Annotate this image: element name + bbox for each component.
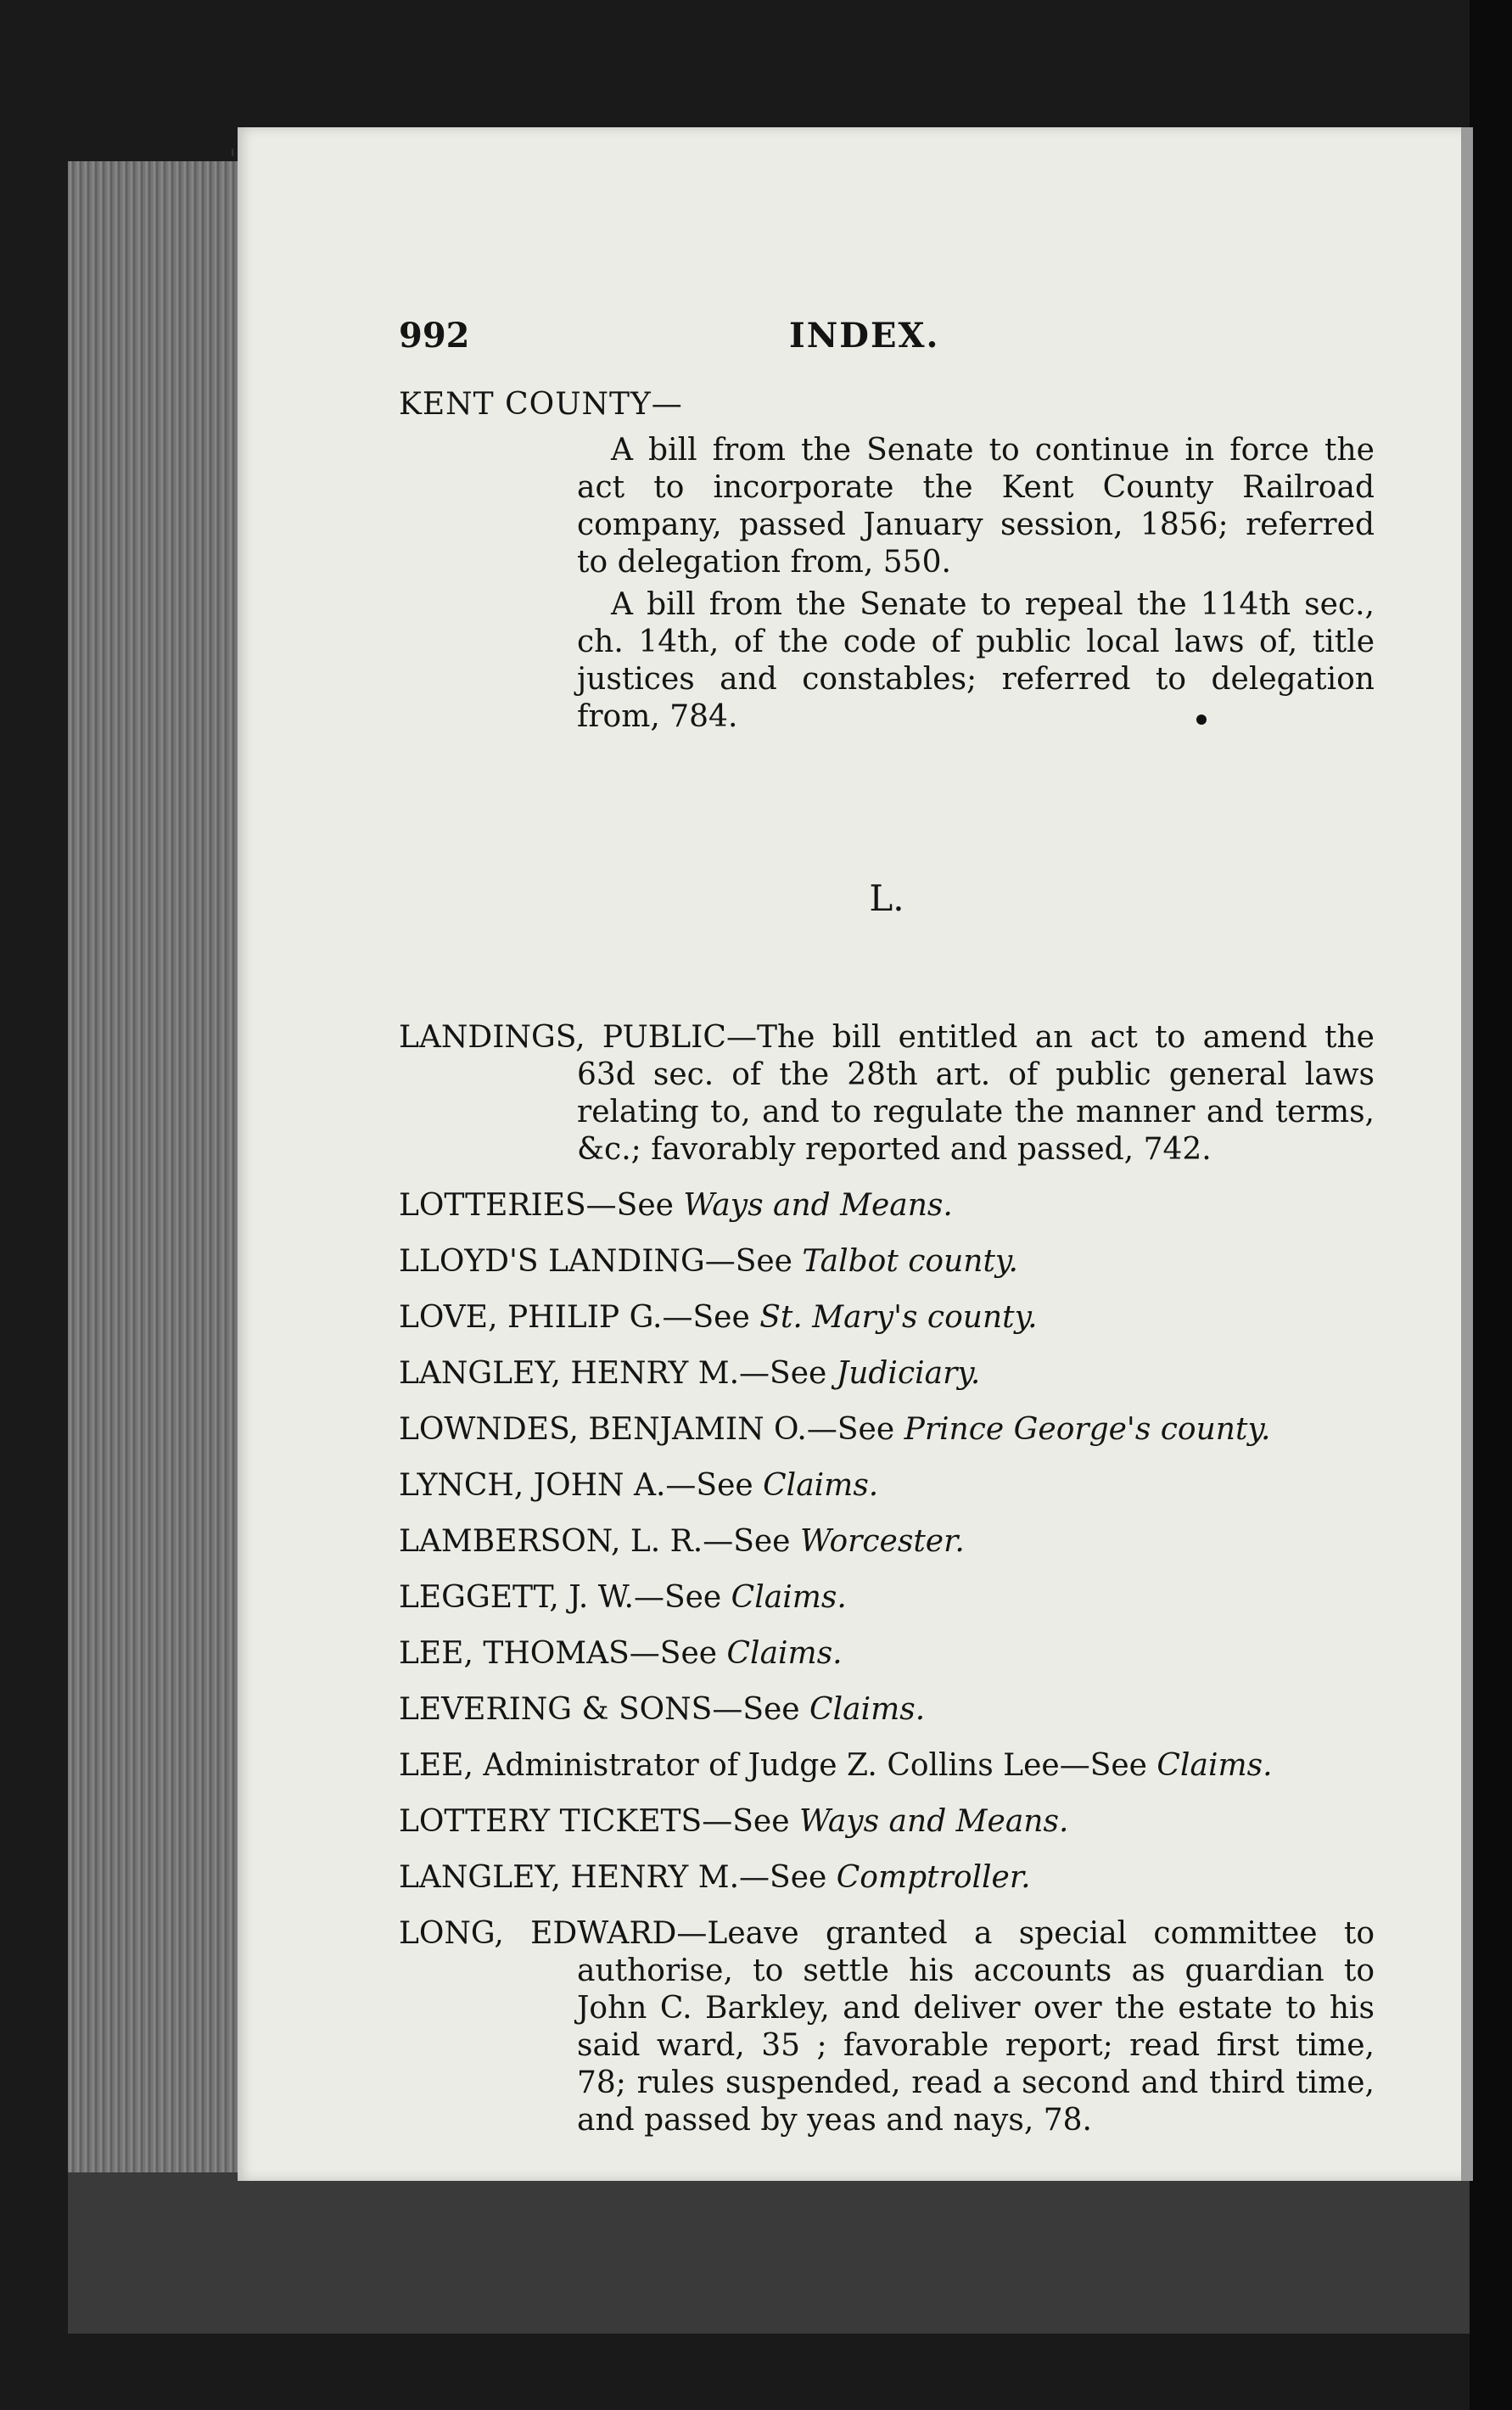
entry-see-reference: Claims. — [763, 1468, 879, 1503]
entry-separator: —See — [703, 1524, 800, 1559]
entry-heading: LANGLEY, HENRY M. — [399, 1860, 740, 1895]
entry-separator: —See — [702, 1804, 799, 1839]
index-entry — [399, 1467, 1375, 1505]
entry-separator: —See — [585, 1188, 684, 1223]
index-entry — [399, 1747, 1375, 1785]
entry-separator: —See — [629, 1636, 727, 1671]
entry-separator: —See — [665, 1468, 764, 1503]
entry-heading: LLOYD'S LANDING — [399, 1244, 705, 1279]
index-entry — [399, 1299, 1375, 1337]
entry-heading: LEE, Administrator of Judge Z. Collins Lee — [399, 1748, 1060, 1783]
entry-heading: LEE, THOMAS — [399, 1636, 630, 1671]
entry-separator: —See — [739, 1356, 837, 1391]
index-entries — [399, 1019, 1375, 2139]
entry-heading: LEGGETT, J. W. — [399, 1580, 634, 1615]
entry-text: The bill entitled an act to amend the 63d sec. of the 28th art. of public general laws relating to, and to regulate the manner and terms, &c.; favorably reported and passed, 742. — [577, 1020, 1375, 1167]
entry-separator: —See — [633, 1580, 731, 1615]
entry-separator: —See — [704, 1244, 803, 1279]
entry-heading: LEVERING & SONS — [399, 1692, 713, 1727]
entry-heading: LAMBERSON, L. R. — [399, 1524, 703, 1559]
entry-see-reference: Comptroller. — [836, 1860, 1031, 1895]
index-entry — [399, 1523, 1375, 1561]
entry-see-reference: Ways and Means. — [798, 1804, 1069, 1839]
index-entry — [399, 1187, 1375, 1225]
entry-text: Leave granted a special committee to authorise, to settle his accounts as guardian to John C. Barkley, and deliver over the estate to his said ward, 35 ; favorable report; read first time, 78; rules suspended, read a second and third time, and passed by yeas and nays, 78. — [577, 1916, 1375, 2138]
entry-separator: —See — [806, 1412, 904, 1447]
kent-county-paragraph: A bill from the Senate to continue in force the act to incorporate the Kent County Railroad company, passed January session, 1856; referred to delegation from, 550. — [577, 433, 1375, 580]
entry-heading: LYNCH, JOHN A. — [399, 1468, 666, 1503]
entry-heading: LOTTERIES — [399, 1188, 586, 1223]
book-bottom-shadow — [68, 2172, 1476, 2334]
entry-heading: LONG, EDWARD — [399, 1916, 677, 1951]
index-entry — [399, 1579, 1375, 1617]
running-title: INDEX. — [789, 316, 940, 356]
stray-mark: ' — [229, 144, 237, 174]
entry-see-reference: Prince George's county. — [904, 1412, 1271, 1447]
entry-separator: —See — [662, 1300, 760, 1335]
entry-see-reference: Judiciary. — [836, 1356, 981, 1391]
index-entry — [399, 1803, 1375, 1841]
index-entry — [399, 1691, 1375, 1729]
entry-separator: —See — [1059, 1748, 1157, 1783]
index-entry — [399, 1411, 1375, 1449]
scan-border-strip — [1470, 0, 1512, 2410]
entry-see-reference: Claims. — [726, 1636, 843, 1671]
letter-heading: L. — [869, 877, 904, 919]
index-entry — [399, 1019, 1375, 1169]
entry-heading: LOWNDES, BENJAMIN O. — [399, 1412, 807, 1447]
entry-separator: — — [676, 1916, 708, 1951]
entry-see-reference: Talbot county. — [802, 1244, 1018, 1279]
index-entry — [399, 1243, 1375, 1281]
entry-heading: LANGLEY, HENRY M. — [399, 1356, 740, 1391]
entry-heading: LANDINGS, PUBLIC — [399, 1020, 726, 1055]
entry-see-reference: St. Mary's county. — [759, 1300, 1038, 1335]
book-page-edges — [68, 161, 246, 2334]
entry-heading: LOVE, PHILIP G. — [399, 1300, 663, 1335]
entry-see-reference: Worcester. — [799, 1524, 965, 1559]
entry-separator: —See — [712, 1692, 810, 1727]
index-entry — [399, 1859, 1375, 1897]
entry-heading: LOTTERY TICKETS — [399, 1804, 703, 1839]
entry-separator: —See — [739, 1860, 837, 1895]
page-number: 992 — [399, 316, 470, 356]
entry-see-reference: Claims. — [809, 1692, 926, 1727]
index-content — [399, 386, 1375, 2158]
entry-separator: — — [725, 1020, 757, 1055]
index-entry — [399, 1915, 1375, 2139]
index-entry — [399, 1355, 1375, 1393]
kent-county-heading: KENT COUNTY— — [399, 387, 683, 422]
entry-see-reference: Claims. — [1156, 1748, 1273, 1783]
page-header — [399, 316, 1375, 367]
kent-county-paragraph: A bill from the Senate to repeal the 114th sec., ch. 14th, of the code of public local laws of, title justices and constables; referred to delegation from, 784. — [577, 587, 1375, 734]
entry-see-reference: Ways and Means. — [683, 1188, 953, 1223]
index-entry — [399, 1635, 1375, 1673]
entry-see-reference: Claims. — [731, 1580, 847, 1615]
page-right-edge — [1461, 127, 1473, 2181]
